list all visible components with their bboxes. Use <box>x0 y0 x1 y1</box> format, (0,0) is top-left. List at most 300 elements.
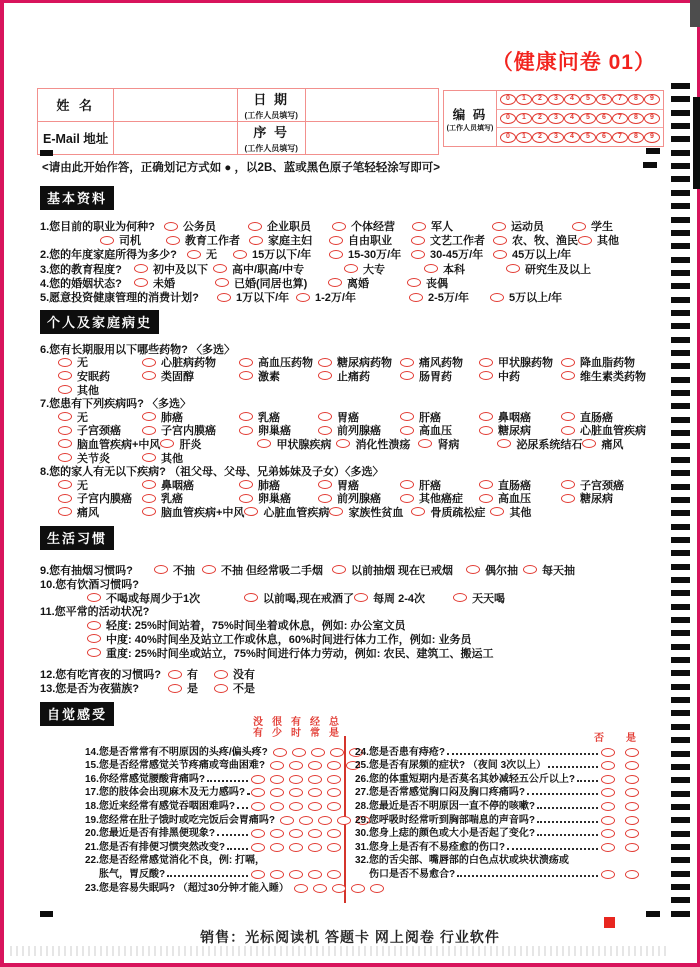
answer-option[interactable] <box>217 289 296 305</box>
option-bubble-icon[interactable] <box>561 371 575 380</box>
dotted-leader <box>247 793 248 795</box>
option-bubble-icon[interactable] <box>58 412 72 421</box>
option-bubble-icon[interactable] <box>337 816 351 825</box>
code-digit-bubble[interactable]: 2 <box>532 132 548 143</box>
option-bubble-icon[interactable] <box>296 293 310 302</box>
option-bubble-icon[interactable] <box>336 439 350 448</box>
answer-option[interactable] <box>523 562 605 578</box>
option-bubble-icon[interactable] <box>601 788 615 797</box>
timing-mark <box>671 804 690 810</box>
option-bubble-icon[interactable] <box>294 884 308 893</box>
option-bubble-icon[interactable] <box>327 843 341 852</box>
option-bubble-icon[interactable] <box>58 426 72 435</box>
code-digit-bubble[interactable]: 1 <box>516 94 532 105</box>
option-bubble-icon[interactable] <box>289 775 303 784</box>
answer-option[interactable] <box>244 504 329 520</box>
section-basic-info <box>40 186 665 304</box>
answer-option[interactable] <box>296 289 409 305</box>
option-bubble-icon[interactable] <box>506 264 520 273</box>
question-line <box>40 219 665 233</box>
option-label: 15-30万/年 <box>348 249 402 262</box>
option-label: 丧偶 <box>426 277 448 290</box>
option-label: 每天抽 <box>542 564 575 577</box>
option-bubble-icon[interactable] <box>561 426 575 435</box>
answer-option[interactable] <box>466 562 523 578</box>
code-digit-bubble[interactable]: 6 <box>596 94 612 105</box>
timing-mark <box>671 123 690 129</box>
option-bubble-icon[interactable] <box>289 788 303 797</box>
option-bubble-icon[interactable] <box>327 829 341 838</box>
answer-option[interactable] <box>409 289 490 305</box>
option-bubble-icon[interactable] <box>58 371 72 380</box>
option-bubble-icon[interactable] <box>327 788 341 797</box>
option-bubble-icon[interactable] <box>154 565 168 574</box>
option-bubble-icon[interactable] <box>299 816 313 825</box>
option-label: 没有 <box>233 669 255 682</box>
dotted-leader <box>577 780 598 782</box>
option-bubble-icon[interactable] <box>87 593 101 602</box>
option-bubble-icon[interactable] <box>418 439 432 448</box>
option-label: 高血压 <box>498 493 531 506</box>
option-bubble-icon[interactable] <box>327 802 341 811</box>
option-bubble-icon[interactable] <box>308 843 322 852</box>
option-bubble-icon[interactable] <box>329 236 343 245</box>
code-digit-bubble[interactable]: 1 <box>516 132 532 143</box>
code-digit-bubble[interactable]: 9 <box>644 132 660 143</box>
code-digit-bubble[interactable]: 7 <box>612 132 628 143</box>
option-bubble-icon[interactable] <box>308 870 322 879</box>
option-bubble-icon[interactable] <box>270 761 284 770</box>
code-digit-bubble[interactable]: 8 <box>628 94 644 105</box>
option-bubble-icon[interactable] <box>142 507 156 516</box>
option-label: 不抽 但经常吸二手烟 <box>221 564 324 577</box>
option-bubble-icon[interactable] <box>601 870 615 879</box>
option-bubble-icon[interactable] <box>318 480 332 489</box>
option-bubble-icon[interactable] <box>270 788 284 797</box>
code-digit-bubble[interactable]: 5 <box>580 132 596 143</box>
option-bubble-icon[interactable] <box>400 412 414 421</box>
option-bubble-icon[interactable] <box>270 843 284 852</box>
option-label: 痛风药物 <box>419 357 463 370</box>
question-option-row <box>87 591 665 605</box>
option-label: 1-2万/年 <box>315 292 356 305</box>
option-bubble-icon[interactable] <box>409 293 423 302</box>
option-bubble-icon[interactable] <box>134 278 148 287</box>
option-bubble-icon[interactable] <box>164 222 178 231</box>
answer-option[interactable] <box>58 504 142 520</box>
option-bubble-icon[interactable] <box>411 236 425 245</box>
option-bubble-icon[interactable] <box>134 264 148 273</box>
question-5 <box>40 290 665 304</box>
dotted-leader <box>217 834 248 836</box>
option-bubble-icon[interactable] <box>214 670 228 679</box>
code-bubble-grid <box>443 90 664 147</box>
symptom-question-label: 31.您身上是否有不易痊愈的伤口? <box>355 841 506 853</box>
option-bubble-icon[interactable] <box>601 802 615 811</box>
option-bubble-icon[interactable] <box>166 236 180 245</box>
option-label: 肝癌 <box>419 411 441 424</box>
code-digit-bubble[interactable]: 2 <box>532 94 548 105</box>
option-bubble-icon[interactable] <box>58 507 72 516</box>
option-bubble-icon[interactable] <box>370 884 384 893</box>
option-bubble-icon[interactable] <box>523 565 537 574</box>
option-bubble-icon[interactable] <box>332 884 346 893</box>
answer-option[interactable] <box>490 504 572 520</box>
option-bubble-icon[interactable] <box>87 621 101 630</box>
code-digit-bubble[interactable]: 1 <box>516 113 532 124</box>
answer-option[interactable] <box>202 562 332 578</box>
option-bubble-icon[interactable] <box>625 788 639 797</box>
option-bubble-icon[interactable] <box>578 236 592 245</box>
answer-option[interactable] <box>239 368 318 384</box>
option-bubble-icon[interactable] <box>308 775 322 784</box>
answer-option[interactable] <box>257 436 336 452</box>
answer-option[interactable] <box>168 680 214 696</box>
option-bubble-icon[interactable] <box>411 507 425 516</box>
answer-option[interactable] <box>497 436 582 452</box>
scale-label: 总 是 <box>329 717 339 739</box>
option-bubble-icon[interactable] <box>601 829 615 838</box>
timing-mark <box>671 791 690 797</box>
option-label: 甲状腺疾病 <box>276 438 332 451</box>
option-bubble-icon[interactable] <box>561 358 575 367</box>
answer-option[interactable] <box>154 562 202 578</box>
option-bubble-icon[interactable] <box>601 816 615 825</box>
timing-mark <box>671 537 690 543</box>
option-bubble-icon[interactable] <box>58 439 72 448</box>
option-bubble-icon[interactable] <box>142 371 156 380</box>
answer-option[interactable] <box>506 261 591 277</box>
option-label: 天天喝 <box>472 592 506 605</box>
option-bubble-icon[interactable] <box>239 412 253 421</box>
answer-bubbles <box>601 788 639 797</box>
code-digit-bubble[interactable]: 8 <box>628 132 644 143</box>
option-bubble-icon[interactable] <box>479 494 493 503</box>
email-label: E-Mail 地址 <box>38 122 114 155</box>
option-bubble-icon[interactable] <box>217 293 231 302</box>
option-bubble-icon[interactable] <box>582 439 596 448</box>
option-label: 已婚(同居也算) <box>234 277 308 290</box>
name-input-cell[interactable] <box>114 89 237 122</box>
option-bubble-icon[interactable] <box>251 829 265 838</box>
option-bubble-icon[interactable] <box>479 480 493 489</box>
question-line <box>40 247 665 261</box>
option-bubble-icon[interactable] <box>492 222 506 231</box>
code-digit-bubble[interactable]: 2 <box>532 113 548 124</box>
option-bubble-icon[interactable] <box>479 426 493 435</box>
option-bubble-icon[interactable] <box>625 843 639 852</box>
option-bubble-icon[interactable] <box>308 829 322 838</box>
option-bubble-icon[interactable] <box>289 870 303 879</box>
option-bubble-icon[interactable] <box>479 371 493 380</box>
option-bubble-icon[interactable] <box>490 507 504 516</box>
timing-mark <box>671 83 690 89</box>
option-bubble-icon[interactable] <box>318 371 332 380</box>
answer-option[interactable] <box>318 368 400 384</box>
option-bubble-icon[interactable] <box>400 358 414 367</box>
option-bubble-icon[interactable] <box>561 480 575 489</box>
option-bubble-icon[interactable] <box>58 385 72 394</box>
option-bubble-icon[interactable] <box>572 222 586 231</box>
option-label: 无 <box>206 249 217 262</box>
option-bubble-icon[interactable] <box>308 761 322 770</box>
option-bubble-icon[interactable] <box>424 264 438 273</box>
option-bubble-icon[interactable] <box>330 748 344 757</box>
option-bubble-icon[interactable] <box>625 775 639 784</box>
option-bubble-icon[interactable] <box>270 775 284 784</box>
option-bubble-icon[interactable] <box>142 480 156 489</box>
option-bubble-icon[interactable] <box>187 250 201 259</box>
option-bubble-icon[interactable] <box>239 480 253 489</box>
timing-mark <box>671 150 690 156</box>
option-bubble-icon[interactable] <box>251 788 265 797</box>
option-bubble-icon[interactable] <box>244 507 258 516</box>
option-bubble-icon[interactable] <box>239 426 253 435</box>
registration-mark <box>40 150 53 156</box>
answer-option[interactable] <box>561 368 646 384</box>
serial-label: 序 号 (工作人员填写) <box>237 122 305 155</box>
code-digit-bubble[interactable]: 6 <box>596 113 612 124</box>
option-bubble-icon[interactable] <box>400 426 414 435</box>
answer-option[interactable] <box>142 504 244 520</box>
option-bubble-icon[interactable] <box>601 775 615 784</box>
option-bubble-icon[interactable] <box>289 802 303 811</box>
option-label: 子宫内膜癌 <box>77 493 132 506</box>
code-digit-bubble[interactable]: 7 <box>612 113 628 124</box>
answer-bubbles <box>294 884 384 893</box>
option-bubble-icon[interactable] <box>248 222 262 231</box>
timing-mark <box>671 697 690 703</box>
code-digit-bubble[interactable]: 0 <box>500 132 516 143</box>
option-bubble-icon[interactable] <box>311 748 325 757</box>
option-label: 有 <box>187 669 198 682</box>
code-digit-bubble[interactable]: 6 <box>596 132 612 143</box>
option-bubble-icon[interactable] <box>327 775 341 784</box>
answer-bubbles <box>273 748 363 757</box>
option-bubble-icon[interactable] <box>249 236 263 245</box>
option-bubble-icon[interactable] <box>213 264 227 273</box>
answer-option[interactable] <box>418 436 497 452</box>
code-digit-row <box>497 127 663 146</box>
option-bubble-icon[interactable] <box>332 222 346 231</box>
option-bubble-icon[interactable] <box>625 802 639 811</box>
option-bubble-icon[interactable] <box>561 494 575 503</box>
code-digit-bubble[interactable]: 3 <box>548 94 564 105</box>
timing-mark <box>671 844 690 850</box>
option-bubble-icon[interactable] <box>215 278 229 287</box>
option-bubble-icon[interactable] <box>244 593 258 602</box>
option-bubble-icon[interactable] <box>327 870 341 879</box>
option-bubble-icon[interactable] <box>625 816 639 825</box>
option-bubble-icon[interactable] <box>400 494 414 503</box>
answer-option[interactable] <box>214 680 296 696</box>
answer-option[interactable] <box>578 232 660 248</box>
serial-input-cell[interactable] <box>305 122 438 155</box>
code-digit-bubble[interactable]: 9 <box>644 94 660 105</box>
answer-option[interactable] <box>354 590 453 606</box>
option-bubble-icon[interactable] <box>202 565 216 574</box>
option-bubble-icon[interactable] <box>625 870 639 879</box>
yes-no-scale-header <box>594 729 636 744</box>
registration-mark <box>646 148 660 154</box>
option-bubble-icon[interactable] <box>239 494 253 503</box>
option-bubble-icon[interactable] <box>411 250 425 259</box>
option-bubble-icon[interactable] <box>561 412 575 421</box>
option-bubble-icon[interactable] <box>142 426 156 435</box>
option-bubble-icon[interactable] <box>313 884 327 893</box>
option-bubble-icon[interactable] <box>601 748 615 757</box>
answer-option[interactable] <box>411 504 490 520</box>
symptom-question-label: 20.您最近是否有排黑便现象? <box>85 828 216 840</box>
option-bubble-icon[interactable] <box>168 684 182 693</box>
code-digit-bubble[interactable]: 8 <box>628 113 644 124</box>
answer-option[interactable] <box>490 289 572 305</box>
option-bubble-icon[interactable] <box>58 453 72 462</box>
option-bubble-icon[interactable] <box>328 278 342 287</box>
option-bubble-icon[interactable] <box>329 250 343 259</box>
option-bubble-icon[interactable] <box>142 453 156 462</box>
option-bubble-icon[interactable] <box>214 684 228 693</box>
answer-option[interactable] <box>142 368 239 384</box>
option-bubble-icon[interactable] <box>490 293 504 302</box>
option-bubble-icon[interactable] <box>466 565 480 574</box>
option-bubble-icon[interactable] <box>142 358 156 367</box>
option-label: 初中及以下 <box>153 263 208 276</box>
option-bubble-icon[interactable] <box>344 264 358 273</box>
answer-option[interactable] <box>582 436 664 452</box>
code-digit-bubble[interactable]: 0 <box>500 94 516 105</box>
option-label: 教育工作者 <box>185 235 240 248</box>
option-bubble-icon[interactable] <box>160 439 174 448</box>
option-bubble-icon[interactable] <box>308 788 322 797</box>
option-bubble-icon[interactable] <box>318 816 332 825</box>
option-label: 45万以上/年 <box>512 249 572 262</box>
answer-bubbles <box>601 802 639 811</box>
answer-option[interactable] <box>479 368 561 384</box>
option-bubble-icon[interactable] <box>601 843 615 852</box>
option-bubble-icon[interactable] <box>257 439 271 448</box>
answer-option[interactable] <box>561 490 643 506</box>
question-4 <box>40 276 665 290</box>
code-digit-bubble[interactable]: 4 <box>564 132 580 143</box>
answer-option[interactable] <box>453 590 535 606</box>
question-option-row <box>58 505 665 519</box>
option-bubble-icon[interactable] <box>400 480 414 489</box>
code-digit-bubble[interactable]: 3 <box>548 113 564 124</box>
option-bubble-icon[interactable] <box>400 371 414 380</box>
questions-basic <box>40 219 665 304</box>
option-bubble-icon[interactable] <box>407 278 421 287</box>
timing-mark <box>671 403 690 409</box>
option-bubble-icon[interactable] <box>239 358 253 367</box>
option-bubble-icon[interactable] <box>351 884 365 893</box>
option-bubble-icon[interactable] <box>289 843 303 852</box>
date-input-cell[interactable] <box>305 89 438 122</box>
option-bubble-icon[interactable] <box>493 236 507 245</box>
option-bubble-icon[interactable] <box>601 761 615 770</box>
code-digit-bubble[interactable]: 7 <box>612 94 628 105</box>
option-bubble-icon[interactable] <box>168 670 182 679</box>
option-bubble-icon[interactable] <box>270 829 284 838</box>
option-bubble-icon[interactable] <box>354 593 368 602</box>
option-bubble-icon[interactable] <box>239 371 253 380</box>
option-bubble-icon[interactable] <box>273 748 287 757</box>
option-bubble-icon[interactable] <box>625 761 639 770</box>
code-digit-bubble[interactable]: 0 <box>500 113 516 124</box>
option-bubble-icon[interactable] <box>58 358 72 367</box>
option-bubble-icon[interactable] <box>280 816 294 825</box>
corner-gray-mark <box>690 0 700 27</box>
question-2 <box>40 247 665 261</box>
option-bubble-icon[interactable] <box>142 412 156 421</box>
option-bubble-icon[interactable] <box>233 250 247 259</box>
symptom-question-label: 21.您是否有排便习惯突然改变? <box>85 841 226 853</box>
option-bubble-icon[interactable] <box>318 426 332 435</box>
option-bubble-icon[interactable] <box>292 748 306 757</box>
option-bubble-icon[interactable] <box>318 412 332 421</box>
question-label: 11.您平常的活动状况? <box>40 606 150 619</box>
option-bubble-icon[interactable] <box>289 761 303 770</box>
option-label: 以前喝,现在戒酒了 <box>263 592 355 605</box>
option-bubble-icon[interactable] <box>329 507 343 516</box>
timing-mark <box>671 484 690 490</box>
code-digit-bubble[interactable]: 4 <box>564 113 580 124</box>
timing-mark <box>671 644 690 650</box>
option-bubble-icon[interactable] <box>318 494 332 503</box>
option-bubble-icon[interactable] <box>625 748 639 757</box>
code-digit-bubble[interactable]: 4 <box>564 94 580 105</box>
option-bubble-icon[interactable] <box>308 802 322 811</box>
option-bubble-icon[interactable] <box>497 439 511 448</box>
answer-option[interactable] <box>400 368 479 384</box>
option-bubble-icon[interactable] <box>100 236 114 245</box>
option-label: 糖尿病药物 <box>337 357 392 370</box>
option-bubble-icon[interactable] <box>251 775 265 784</box>
option-bubble-icon[interactable] <box>318 358 332 367</box>
date-label: 日 期 (工作人员填写) <box>237 89 305 122</box>
option-bubble-icon[interactable] <box>493 250 507 259</box>
answer-option[interactable] <box>336 436 418 452</box>
option-bubble-icon[interactable] <box>625 829 639 838</box>
timing-mark <box>671 270 690 276</box>
option-bubble-icon[interactable] <box>479 412 493 421</box>
option-bubble-icon[interactable] <box>87 634 101 643</box>
option-bubble-icon[interactable] <box>479 358 493 367</box>
option-bubble-icon[interactable] <box>412 222 426 231</box>
answer-option[interactable] <box>332 562 466 578</box>
option-bubble-icon[interactable] <box>289 829 303 838</box>
option-bubble-icon[interactable] <box>327 761 341 770</box>
option-label: 糖尿病 <box>498 425 531 438</box>
answer-option[interactable] <box>329 504 411 520</box>
code-digit-bubble[interactable]: 9 <box>644 113 660 124</box>
option-bubble-icon[interactable] <box>58 480 72 489</box>
option-bubble-icon[interactable] <box>58 494 72 503</box>
code-digit-bubble[interactable]: 5 <box>580 113 596 124</box>
option-label: 胃癌 <box>337 411 359 424</box>
code-digit-bubble[interactable]: 3 <box>548 132 564 143</box>
answer-option[interactable] <box>244 590 354 606</box>
email-input-cell[interactable] <box>114 122 237 155</box>
answer-option[interactable] <box>87 645 493 661</box>
option-bubble-icon[interactable] <box>332 565 346 574</box>
option-label: 每周 2-4次 <box>373 592 426 605</box>
option-label: 离婚 <box>347 277 369 290</box>
option-bubble-icon[interactable] <box>87 648 101 657</box>
code-digit-bubble[interactable]: 5 <box>580 94 596 105</box>
option-bubble-icon[interactable] <box>453 593 467 602</box>
option-bubble-icon[interactable] <box>142 494 156 503</box>
